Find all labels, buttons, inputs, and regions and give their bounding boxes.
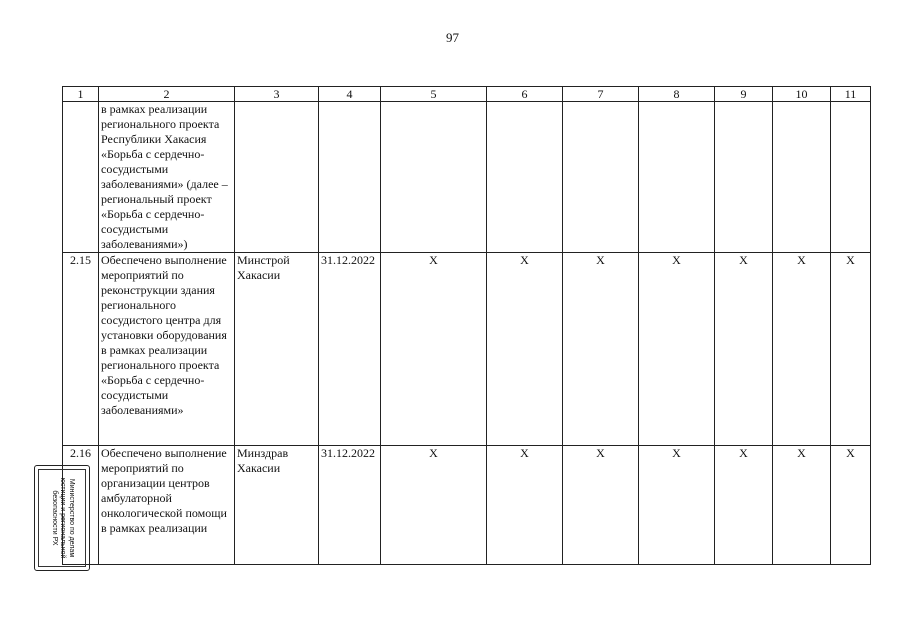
mark-cell: Х	[563, 253, 639, 446]
stamp-line: Министерство по делам	[67, 478, 75, 558]
responsible-cell	[235, 102, 319, 253]
mark-cell: Х	[639, 446, 715, 565]
table-row	[63, 253, 871, 446]
document-table	[62, 86, 871, 565]
deadline-cell: 31.12.2022	[319, 446, 381, 565]
mark-cell: Х	[715, 446, 773, 565]
page-number: 97	[446, 30, 459, 45]
column-header-7: 7	[563, 87, 639, 102]
description-cell: в рамках реализации регионального проекта Республики Хакасия «Борьба с сердечно-сосудистыми заболеваниями» (далее – региональный проект «Борьба с сердечно-сосудистыми заболеваниями»)	[99, 102, 235, 253]
stamp-line: юстиции и региональной	[59, 477, 67, 559]
column-header-5: 5	[381, 87, 487, 102]
mark-cell	[639, 102, 715, 253]
column-header-6: 6	[487, 87, 563, 102]
description-cell: Обеспечено выполнение мероприятий по реконструкции здания регионального сосудистого центра для установки оборудования в рамках реализации регионального проекта «Борьба с сердечно-сосудистыми заболеваниями»	[99, 253, 235, 446]
row-number-cell: 2.16	[63, 446, 99, 565]
responsible-cell: Минздрав Хакасии	[235, 446, 319, 565]
stamp-line: безопасности РХ	[50, 490, 58, 546]
description-cell: Обеспечено выполнение мероприятий по организации центров амбулаторной онкологической помощи в рамках реализации	[99, 446, 235, 565]
mark-cell: Х	[831, 446, 871, 565]
mark-cell	[715, 102, 773, 253]
column-header-4: 4	[319, 87, 381, 102]
mark-cell	[773, 102, 831, 253]
mark-cell: Х	[487, 253, 563, 446]
header-row	[63, 87, 871, 102]
stamp-text	[49, 470, 75, 566]
mark-cell: Х	[381, 253, 487, 446]
column-header-8: 8	[639, 87, 715, 102]
mark-cell	[487, 102, 563, 253]
column-header-3: 3	[235, 87, 319, 102]
mark-cell: Х	[831, 253, 871, 446]
mark-cell: Х	[773, 446, 831, 565]
mark-cell: Х	[487, 446, 563, 565]
column-header-10: 10	[773, 87, 831, 102]
column-header-9: 9	[715, 87, 773, 102]
table-row	[63, 102, 871, 253]
mark-cell	[381, 102, 487, 253]
table-row	[63, 446, 871, 565]
mark-cell	[831, 102, 871, 253]
mark-cell: Х	[639, 253, 715, 446]
column-header-1: 1	[63, 87, 99, 102]
deadline-cell: 31.12.2022	[319, 253, 381, 446]
mark-cell	[563, 102, 639, 253]
mark-cell: Х	[381, 446, 487, 565]
column-header-2: 2	[99, 87, 235, 102]
column-header-11: 11	[831, 87, 871, 102]
ministry-stamp	[34, 465, 90, 571]
mark-cell: Х	[773, 253, 831, 446]
mark-cell: Х	[715, 253, 773, 446]
row-number-cell	[63, 102, 99, 253]
responsible-cell: Минстрой Хакасии	[235, 253, 319, 446]
deadline-cell	[319, 102, 381, 253]
mark-cell: Х	[563, 446, 639, 565]
row-number-cell: 2.15	[63, 253, 99, 446]
